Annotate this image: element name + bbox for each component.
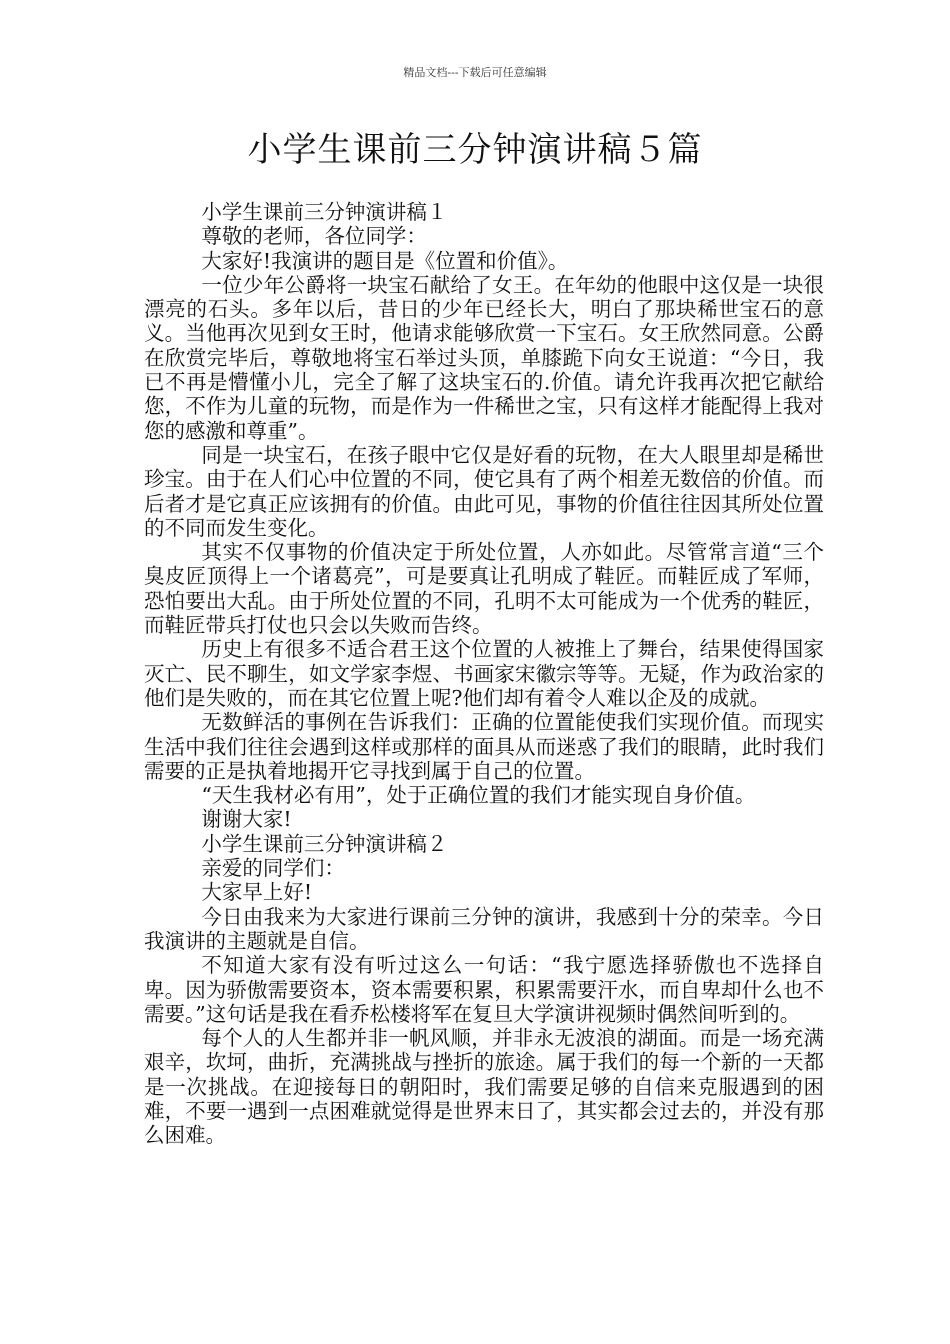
paragraph: “天生我材必有用”，处于正确位置的我们才能实现自身价值。 <box>201 783 756 808</box>
paragraph: 同是一块宝石，在孩子眼中它仅是好看的玩物，在大人眼里却是稀世珍宝。由于在人们心中位置的不同，使它具有了两个相差无数倍的价值。而后者才是它真正应该拥有的价值。由此可见，事物的价值往往因其所处位置的不同而发生变化。 <box>144 442 824 540</box>
paragraph: 一位少年公爵将一块宝石献给了女王。在年幼的他眼中这仅是一块很漂亮的石头。多年以后，昔日的少年已经长大，明白了那块稀世宝石的意义。当他再次见到女王时，他请求能够欣赏一下宝石。女王欣然同意。公爵在欣赏完毕后，尊敬地将宝石举过头顶，单膝跪下向女王说道：“今日，我已不再是懵懂小儿，完全了解了这块宝石的.价值。请允许我再次把它献给您，不作为儿童的玩物，而是作为一件稀世之宝，只有这样才能配得上我对您的感激和尊重”。 <box>144 272 824 443</box>
paragraph: 历史上有很多不适合君王这个位置的人被推上了舞台，结果使得国家灭亡、民不聊生，如文学家李煜、书画家宋徽宗等等。无疑，作为政治家的他们是失败的，而在其它位置上呢?他们却有着令人难以企及的成就。 <box>144 637 824 710</box>
paragraph: 亲爱的同学们： <box>201 856 345 881</box>
paragraph: 其实不仅事物的价值决定于所处位置，人亦如此。尽管常言道“三个臭皮匠顶得上一个诸葛亮”，可是要真让孔明成了鞋匠。而鞋匠成了军师，恐怕要出大乱。由于所处位置的不同，孔明不太可能成为一个优秀的鞋匠，而鞋匠带兵打仗也只会以失败而告终。 <box>144 540 824 638</box>
document-title: 小学生课前三分钟演讲稿５篇 <box>247 130 703 170</box>
paragraph: 不知道大家有没有听过这么一句话：“我宁愿选择骄傲也不选择自卑。因为骄傲需要资本，资本需要积累，积累需要汗水，而自卑却什么也不需要。”这句话是我在看乔松楼将军在复旦大学演讲视频时偶然间听到的。 <box>144 953 824 1026</box>
paragraph: 小学生课前三分钟演讲稿１ <box>201 200 448 224</box>
paragraph: 谢谢大家! <box>201 807 292 832</box>
paragraph: 小学生课前三分钟演讲稿２ <box>201 831 448 856</box>
paragraph: 无数鲜活的事例在告诉我们：正确的位置能使我们实现价值。而现实生活中我们往往会遇到这样或那样的面具从而迷惑了我们的眼睛，此时我们需要的正是执着地揭开它寻找到属于自己的位置。 <box>144 710 824 783</box>
document-body <box>144 200 824 1148</box>
paragraph: 大家好!我演讲的题目是《位置和价值》。 <box>201 248 569 273</box>
paragraph: 每个人的人生都并非一帆风顺，并非永无波浪的湖面。而是一场充满艰辛，坎坷，曲折，充满挑战与挫折的旅途。属于我们的每一个新的一天都是一次挑战。在迎接每日的朝阳时，我们需要足够的自信来克服遇到的困难，不要一遇到一点困难就觉得是世界末日了，其实都会过去的，并没有那么困难。 <box>144 1026 824 1148</box>
paragraph: 大家早上好! <box>201 880 313 905</box>
header-watermark: 精品文档---下载后可任意编辑 <box>403 66 547 79</box>
paragraph: 今日由我来为大家进行课前三分钟的演讲，我感到十分的荣幸。今日我演讲的主题就是自信。 <box>144 904 824 953</box>
paragraph: 尊敬的老师，各位同学： <box>201 224 427 249</box>
